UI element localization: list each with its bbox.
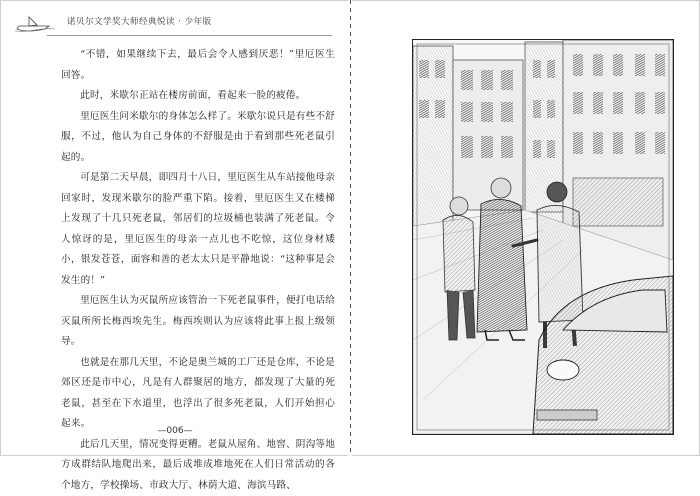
paragraph: “不错，如果继续下去，最后会令人感到厌恶！”里厄医生回答。: [61, 45, 335, 86]
street-scene-illustration: [412, 39, 674, 435]
paragraph: 里厄医生问米歇尔的身体怎么样了。米歇尔说只是有些不舒服，不过，他认为自己身体的不舒服是由于看到那些死老鼠引起的。: [61, 107, 335, 169]
paragraph: 此时，米歇尔正站在楼房前面，看起来一脸的疲倦。: [61, 86, 335, 107]
paragraph: 此后几天里，情况变得更糟。老鼠从屋角、地窖、阴沟等地方成群结队地爬出来，最后成堆成堆地死在人们日常活动的各个地方，学校操场、市政大厅、林荫大道、海滨马路、: [61, 435, 335, 496]
left-page: [0, 0, 348, 456]
paragraph: 也就是在那几天里，不论是奥兰城的工厂还是仓库，不论是郊区还是市中心，凡是有人群聚居的地方，都发现了大量的死老鼠，甚至在下水道里，也浮出了很多死老鼠，人们开始担心起来。: [61, 353, 335, 435]
running-header: [15, 9, 332, 35]
right-page: [352, 0, 700, 456]
paragraph: 里厄医生认为灭鼠所应该管治一下死老鼠事件，便打电话给灭鼠所所长梅西埃先生。梅西埃则认为应该将此事上报上级领导。: [61, 291, 335, 353]
paragraph: 可是第二天早晨，即四月十八日，里厄医生从车站接他母亲回家时，发现米歇尔的脸严重下陷。接着，里厄医生又在楼梯上发现了十几只死老鼠，邻居们的垃圾桶也装满了死老鼠。令人惊讶的是，里厄医生的母亲一点儿也不吃惊，这位身材矮小，银发苍苍，面容和善的老太太只是平静地说：“这种事是会发生的！”: [61, 168, 335, 291]
page-number: —006—: [1, 426, 349, 436]
running-header-title: 诺贝尔文学奖大师经典悦读 · 少年版: [67, 15, 212, 27]
street-scene-sketch: [413, 40, 673, 434]
header-rule: [47, 35, 332, 36]
ship-ornament-icon: [15, 15, 55, 33]
buildings-left: [413, 46, 523, 226]
